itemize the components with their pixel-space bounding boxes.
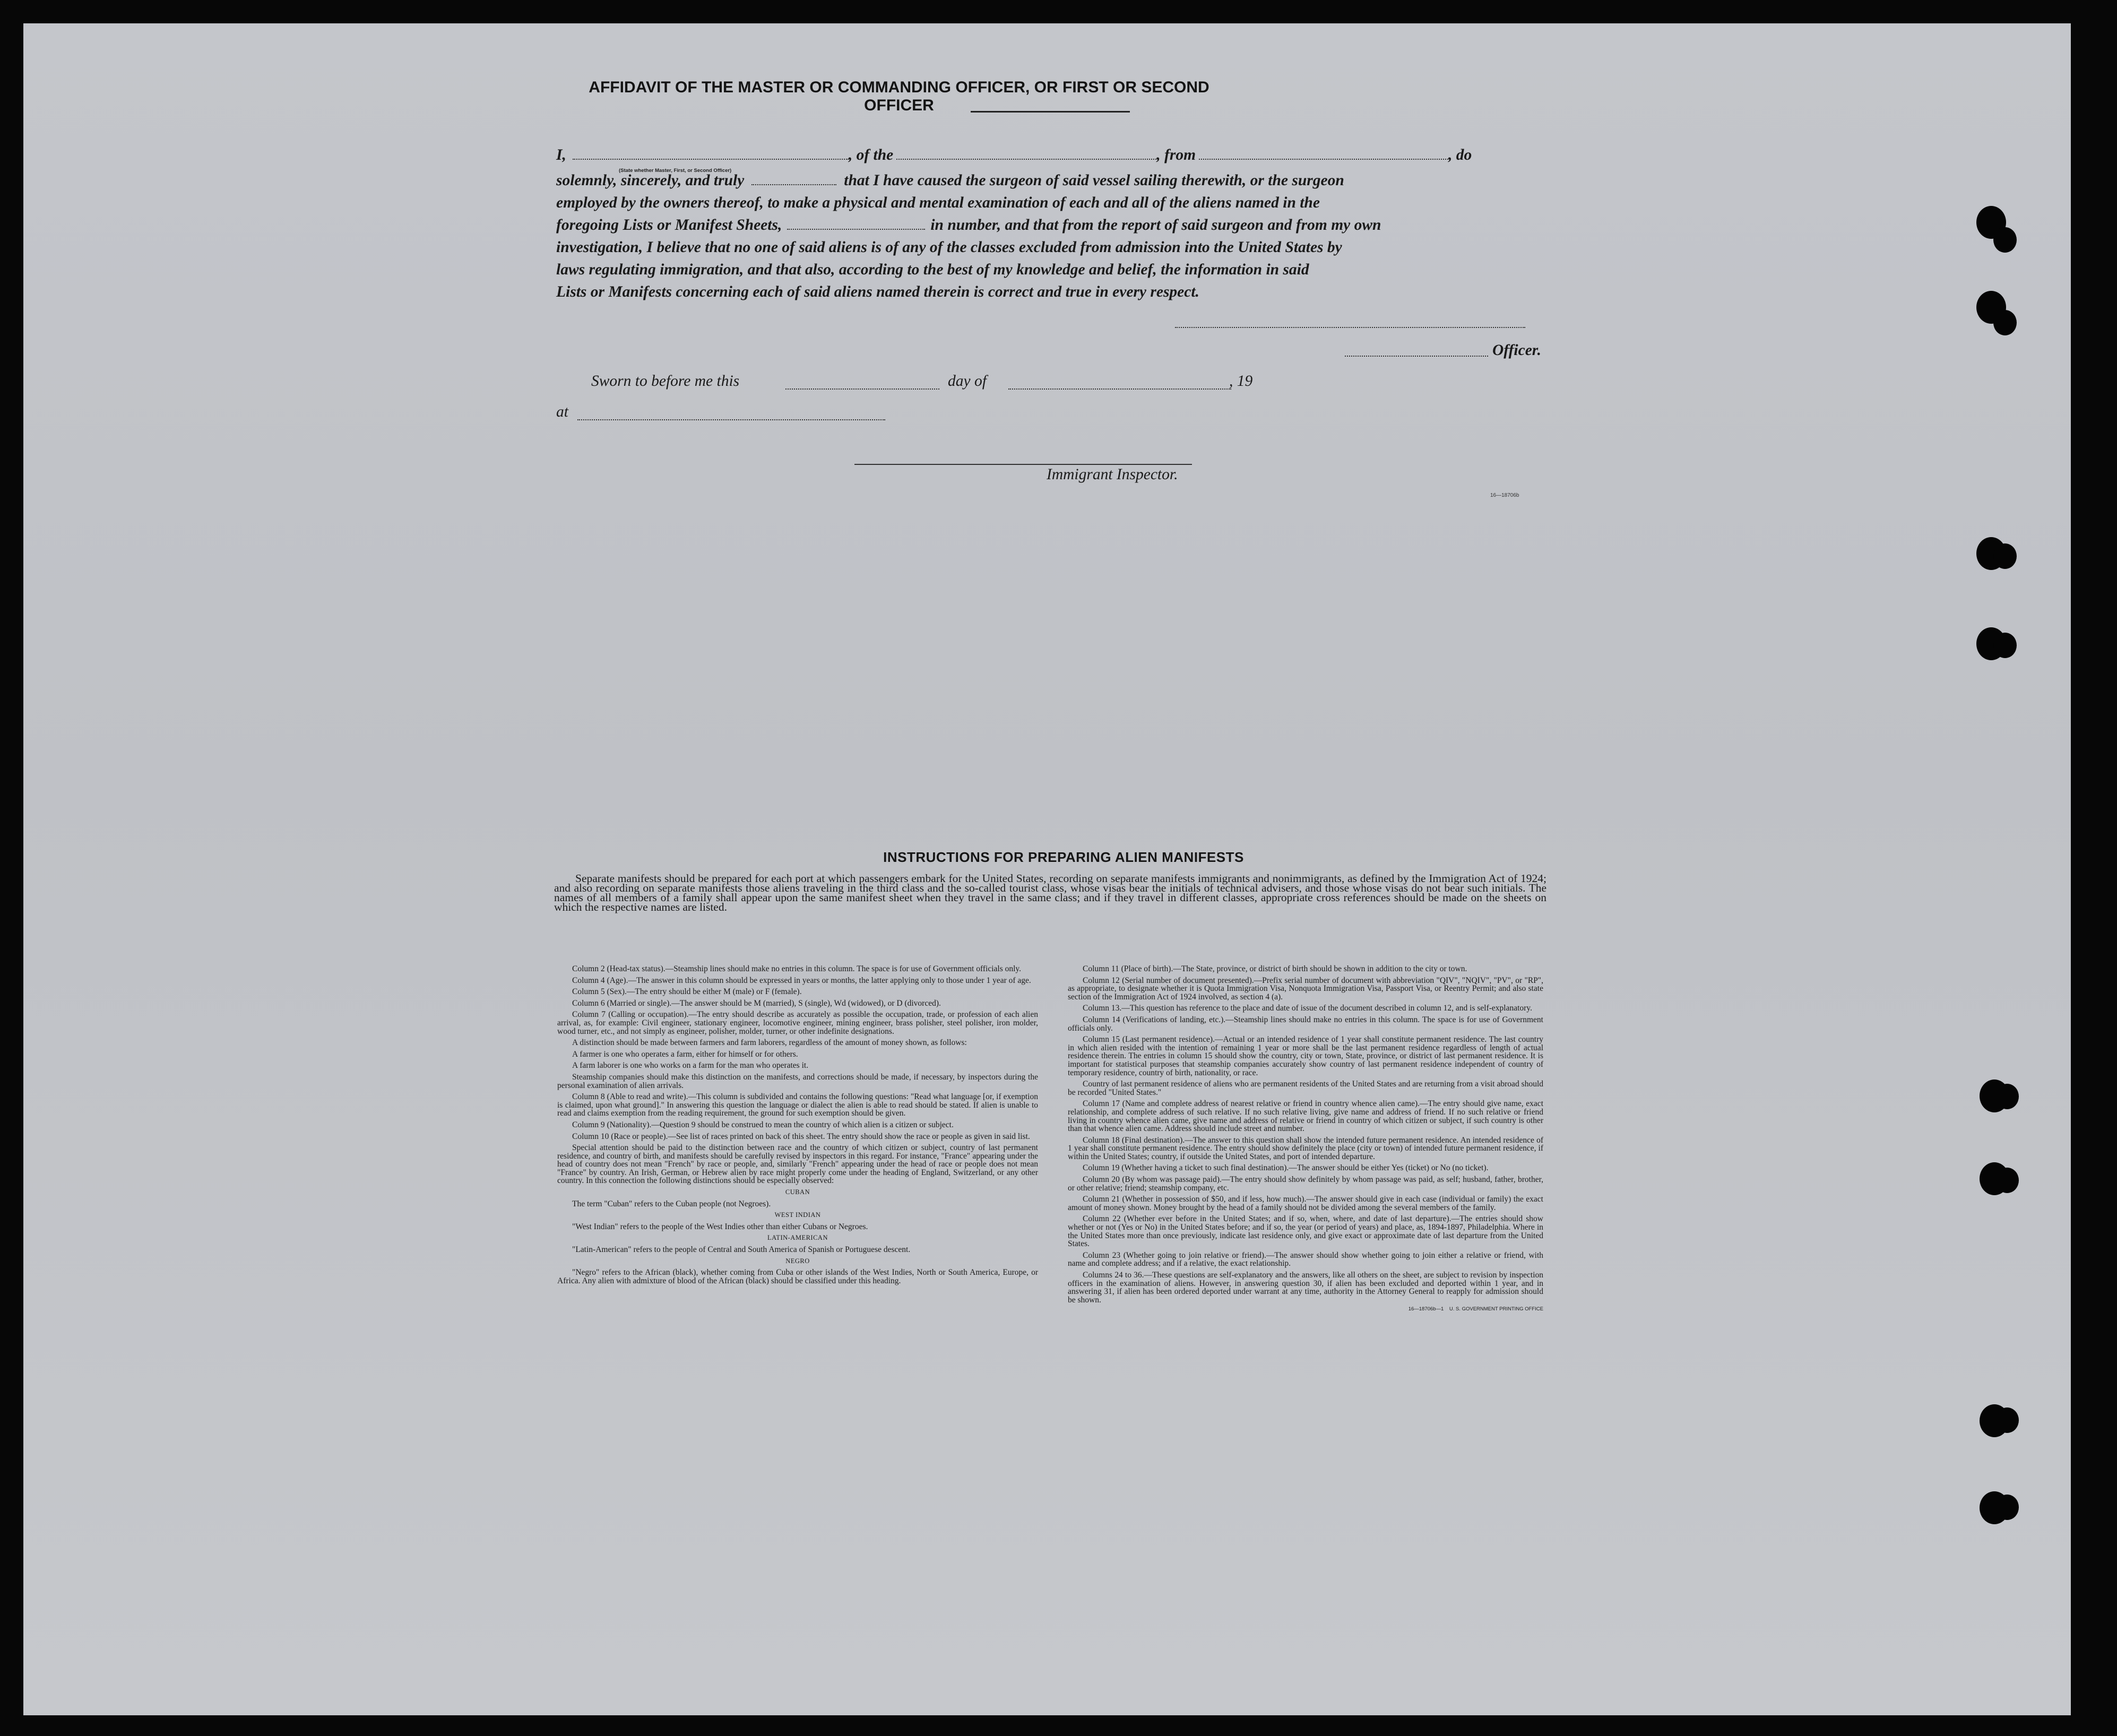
officer-label: Officer. (1492, 342, 1542, 359)
sworn-day-field[interactable] (785, 387, 939, 390)
column-17-text: Column 17 (Name and complete address of nearest relative or friend in country whence alien came).—The entry should give name, exact relationship, and complete address of such relative. If no such relative living, give name and address of friend. If no such relative or friend living in country whence alien came, give name and address of relative or friend in country of which citizen or subject, if such country is other than that whence alien came. Address should include street and number. (1068, 1099, 1543, 1134)
instructions-title: INSTRUCTIONS FOR PREPARING ALIEN MANIFESTS (883, 849, 1244, 865)
column-7-text: Column 7 (Calling or occupation).—The entry should describe as accurately as possible the occupation, trade, or profession of each alien arrival, as, for example: Civil engineer, stationary engineer, locomotive engineer, mining engineer, brass polisher, steel polisher, iron molder, wood turner, etc., and not simply as engineer, polisher, molder, turner, or other indefinite designations. (557, 1010, 1038, 1036)
form-number: 16—18706b (1490, 493, 1519, 498)
column-20-text: Column 20 (By whom was passage paid).—The entry should show definitely by whom passage was paid, as self; husband, father, brother, or other relative; friend; steamship company, etc. (1068, 1175, 1543, 1193)
column-8-text: Column 8 (Able to read and write).—This column is subdivided and contains the following questions: "Read what language [or, if exemption is claimed, upon what ground]." In answering this question the language or dialect the alien is able to read should be stated. If alien is unable to read and claims exemption from the reading requirement, the ground for such exemption should be given. (557, 1092, 1038, 1118)
footer-printer: U. S. GOVERNMENT PRINTING OFFICE (1449, 1306, 1543, 1312)
distinction-text: A distinction should be made between farmers and farm laborers, regardless of the amount of money shown, as follows: (572, 1038, 967, 1048)
sworn-month-field[interactable] (1008, 387, 1231, 390)
signature-line[interactable] (1175, 326, 1525, 328)
steamship-text: Steamship companies should make this distinction on the manifests, and corrections should be made, if necessary, by inspectors during the personal examination of alien arrivals. (557, 1072, 1038, 1090)
print-footer (1068, 1305, 1543, 1314)
column-19-text: Column 19 (Whether having a ticket to such final destination).—The answer should be either Yes (ticket) or No (no ticket). (1083, 1163, 1489, 1173)
vessel-name-field[interactable] (896, 156, 1156, 160)
instructions-intro: Separate manifests should be prepared for each port at which passengers embark for the United States, recording on separate manifests immigrants and nonimmigrants, as defined by the Immigration Act of 1924; and also recording on separate manifests those aliens traveling in the third class and the so-called tourist class, whose visas bear the initials of technical advisers, and those whose visas do not bear such initials. The names of all members of a family shall appear upon the same manifest sheet when they travel in the same class; and if they travel in different classes, appropriate cross references should be made on the sheets on which the respective names are listed. (554, 872, 1546, 913)
column-12-text: Column 12 (Serial number of document presented).—Prefix serial number of document with abbreviation "QIV", "NQIV", "PV", or "RP", as appropriate, to designate whether it is Quota Immigration Visa, Nonquota Immigration Visa, Passport Visa, or Reentry Permit; and also state section of the Immigration Act of 1924 involved, as section 4 (a). (1068, 975, 1543, 1001)
place-field[interactable] (577, 418, 885, 420)
column-2-text: Column 2 (Head-tax status).—Steamship lines should make no entries in this column. The space is for use of Government officials only. (572, 964, 1022, 973)
column-14-text: Column 14 (Verifications of landing, etc.).—Steamship lines should make no entries in this column. The space is for use of Government officials only. (1068, 1015, 1543, 1033)
column-11-text: Column 11 (Place of birth).—The State, province, or district of birth should be shown in addition to the city or town. (1083, 964, 1467, 973)
manifest-sheet (23, 23, 2071, 1715)
affidavit-line-1 (556, 146, 1586, 169)
from-label: , from (1156, 146, 1196, 163)
column-5-text: Column 5 (Sex).—The entry should be either M (male) or F (female). (572, 987, 802, 997)
cuban-heading: CUBAN (785, 1188, 810, 1196)
affidavit-line-6: laws regulating immigration, and that also, according to the best of my knowledge and belief, the information in said (556, 261, 1309, 278)
column-18-text: Column 18 (Final destination).—The answer to this question shall show the intended future permanent residence. An intended residence of 1 year shall constitute permanent residence. The entry should show definitely the place (city or town) of intended future permanent residence, if within the United States; country, if outside the United States, and port of intended departure. (1068, 1135, 1543, 1161)
column-23-text: Column 23 (Whether going to join relative or friend).—The answer should show whether going to join either a relative or friend, with name and complete address; and if a relative, the exact relationship. (1068, 1250, 1543, 1268)
column-15-text: Column 15 (Last permanent residence).—Actual or an intended residence of 1 year shall constitute permanent residence. The last country in which alien resided with the intention of remaining 1 year or more shall be the last permanent residence regardless of length of actual residence therein. The entries in column 15 should show the country, city or town, State, province, or district of last permanent residence. It is important for statistical purposes that steamship companies accurately show country of last permanent residence independent of country of temporary residence, country of birth, nationality, or race. (1068, 1035, 1543, 1077)
column-13-text: Column 13.—This question has reference to the place and date of issue of the document described in column 12, and is self-explanatory. (1083, 1004, 1532, 1013)
line4-end: in number, and that from the report of said surgeon and from my own (930, 217, 1381, 234)
column-22-text: Column 22 (Whether ever before in the United States; and if so, when, where, and date of last departure).—The entries should show whether or not (Yes or No) in the United States before; and if so, the year (or period of years) and place, as, 1894-1897, Philadelphia. Where in the United States more than once previously, indicate last residence only, and give exact or approximate date of last departure from the United States. (1068, 1214, 1543, 1249)
year-label: , 19 (1229, 373, 1253, 390)
affidavit-title: AFFIDAVIT OF THE MASTER OR COMMANDING OFFICER, OR FIRST OR SECOND OFFICER (589, 79, 1209, 114)
alien-count-field[interactable] (787, 226, 925, 230)
instructions-right-column (1068, 965, 1543, 1314)
column-21-text: Column 21 (Whether in possession of $50, and if less, how much).—The answer should give in each case (individual or family) the exact amount of money shown. Money brought by the head of a family should not be divided among the several members of the family. (1068, 1195, 1543, 1212)
instructions-left-column (557, 965, 1038, 1288)
special-attention-text: Special attention should be paid to the distinction between race and the country of which citizen or subject, country of last permanent residence, and country of birth, and manifests should be carefully revised by inspectors in this regard. For instance, "France" appearing under the head of country does not mean "French" by race or people, and, similarly "French" appearing under the head of race or people does not mean "France" by country. An Irish, German, or Hebrew alien by race might properly come under the heading of England, Switzerland, or any other country. In this connection the following distinctions should be especially observed: (557, 1143, 1038, 1186)
column-10-text: Column 10 (Race or people).—See list of races printed on back of this sheet. The entry should show the race or people as given in said list. (572, 1132, 1030, 1141)
west-indian-heading: WEST INDIAN (774, 1211, 821, 1219)
officer-rank-field[interactable] (573, 156, 849, 160)
latin-american-text: "Latin-American" refers to the people of Central and South America of Spanish or Portuguese descent. (572, 1245, 911, 1255)
title-underline (971, 111, 1130, 113)
of-the-label: , of the (848, 146, 894, 163)
affidavit-line-5: investigation, I believe that no one of said aliens is of any of the classes excluded from admission into the United States by (556, 239, 1342, 256)
do-label: , do (1448, 146, 1472, 163)
negro-text: "Negro" refers to the African (black), whether coming from Cuba or other islands of the West Indies, North or South America, Europe, or Africa. Any alien with admixture of blood of the African (black) should be classified under this heading. (557, 1268, 1038, 1285)
sworn-label: Sworn to before me this (591, 373, 740, 390)
day-of-label: day of (948, 373, 987, 390)
columns-24-36-text: Columns 24 to 36.—These questions are self-explanatory and the answers, like all others on the sheet, are subject to revision by inspection officers in the examination of aliens. However, in answering question 30, if alien has been excluded and deported within 1 year, and in answering 31, if alien has been ordered deported under warrant at any time, authority in the Attorney General to reapply for admission should be shown. (1068, 1271, 1543, 1305)
oath-field[interactable] (751, 181, 836, 185)
column-4-text: Column 4 (Age).—The answer in this column should be expressed in years or months, the latter applying only to those under 1 year of age. (572, 975, 1031, 985)
line4-start: foregoing Lists or Manifest Sheets, (556, 217, 782, 234)
inspector-signature-line[interactable] (854, 464, 1192, 465)
negro-heading: NEGRO (785, 1257, 810, 1265)
i-label: I, (556, 146, 566, 163)
farmer-text: A farmer is one who operates a farm, either for himself or for others. (572, 1049, 798, 1059)
column-9-text: Column 9 (Nationality).—Question 9 should be construed to mean the country of which alien is a citizen or subject. (572, 1120, 954, 1129)
rank-parenthetical: (State whether Master, First, or Second Officer) (619, 168, 732, 174)
affidavit-line-2 (556, 172, 1586, 194)
farm-laborer-text: A farm laborer is one who works on a farm for the man who operates it. (572, 1061, 809, 1070)
officer-field[interactable] (1345, 355, 1488, 357)
line2-start: solemnly, sincerely, and truly (556, 172, 745, 189)
affidavit-line-4 (556, 217, 1586, 239)
at-label: at (556, 403, 568, 420)
footer-code: 16—18706b—1 (1408, 1306, 1444, 1312)
west-indian-text: "West Indian" refers to the people of the West Indies other than either Cubans or Negroes. (572, 1222, 868, 1231)
affidavit-line-3: employed by the owners thereof, to make a physical and mental examination of each and all of the aliens named in the (556, 194, 1320, 211)
country-residence-text: Country of last permanent residence of aliens who are permanent residents of the United States and are returning from a visit abroad should be recorded "United States." (1068, 1079, 1543, 1097)
line2-end: that I have caused the surgeon of said vessel sailing therewith, or the surgeon (844, 172, 1344, 189)
cuban-text: The term "Cuban" refers to the Cuban people (not Negroes). (572, 1199, 771, 1208)
column-6-text: Column 6 (Married or single).—The answer should be M (married), S (single), Wd (widowed), or D (divorced). (572, 998, 941, 1008)
inspector-label: Immigrant Inspector. (1047, 466, 1178, 483)
latin-american-heading: LATIN-AMERICAN (767, 1234, 828, 1242)
affidavit-line-7: Lists or Manifests concerning each of said aliens named therein is correct and true in every respect. (556, 283, 1199, 300)
port-from-field[interactable] (1199, 156, 1448, 160)
